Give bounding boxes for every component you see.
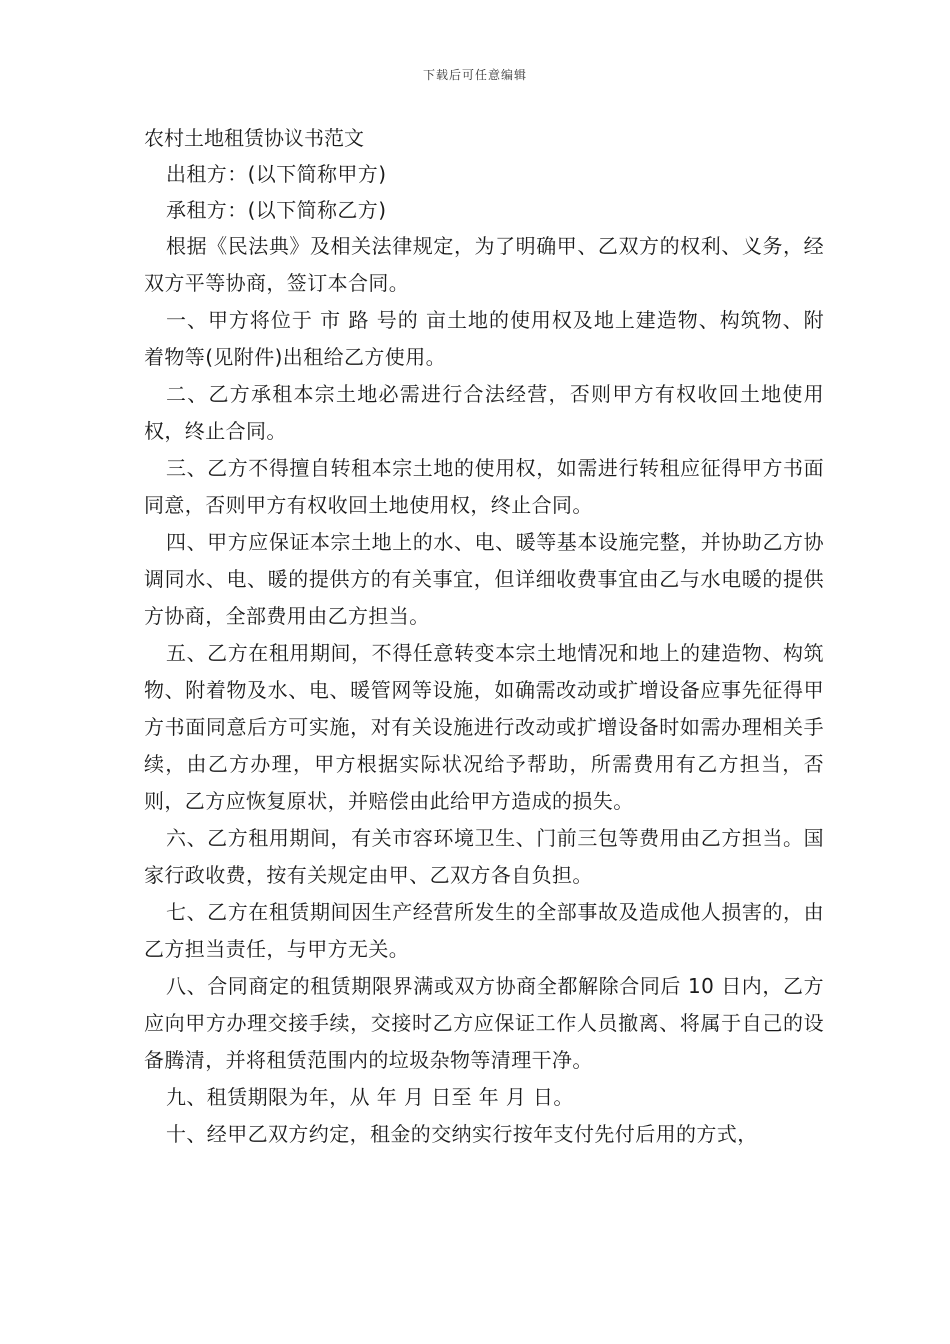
document-title: 农村土地租赁协议书范文	[144, 126, 364, 150]
clause-6: 六、乙方租用期间，有关市容环境卫生、门前三包等费用由乙方担当。国家行政收费，按有关规定由甲、乙双方各自负担。	[144, 826, 824, 887]
clause-4: 四、甲方应保证本宗土地上的水、电、暖等基本设施完整，并协助乙方协调同水、电、暖的提供方的有关事宜，但详细收费事宜由乙与水电暖的提供方协商，全部费用由乙方担当。	[144, 530, 824, 628]
clause-2: 二、乙方承租本宗土地必需进行合法经营，否则甲方有权收回土地使用权，终止合同。	[144, 382, 824, 443]
clause-8: 八、合同商定的租赁期限界满或双方协商全都解除合同后 10 日内，乙方应向甲方办理交接手续，交接时乙方应保证工作人员撤离、将属于自己的设备腾清，并将租赁范围内的垃圾杂物等清理干净。	[144, 974, 824, 1072]
document-body	[144, 120, 824, 1153]
clause-9: 九、租赁期限为年，从 年 月 日至 年 月 日。	[166, 1085, 574, 1109]
clause-1: 一、甲方将位于 市 路 号的 亩土地的使用权及地上建造物、构筑物、附着物等(见附件)出租给乙方使用。	[144, 308, 824, 369]
preamble-paragraph: 根据《民法典》及相关法律规定，为了明确甲、乙双方的权利、义务，经双方平等协商，签订本合同。	[144, 234, 824, 295]
clause-5: 五、乙方在租用期间，不得任意转变本宗土地情况和地上的建造物、构筑物、附着物及水、电、暖管网等设施，如确需改动或扩增设备应事先征得甲方书面同意后方可实施，对有关设施进行改动或扩增设备时如需办理相关手续，由乙方办理，甲方根据实际状况给予帮助，所需费用有乙方担当，否则，乙方应恢复原状，并赔偿由此给甲方造成的损失。	[144, 641, 824, 813]
clause-7: 七、乙方在租赁期间因生产经营所发生的全部事故及造成他人损害的，由乙方担当责任，与甲方无关。	[144, 900, 824, 961]
clause-10: 十、经甲乙双方约定，租金的交纳实行按年支付先付后用的方式，	[166, 1122, 758, 1146]
lessor-line: 出租方：(以下简称甲方)	[166, 162, 387, 186]
lessee-line: 承租方：(以下简称乙方)	[166, 198, 387, 222]
header-note: 下载后可任意编辑	[422, 68, 527, 82]
clause-3: 三、乙方不得擅自转租本宗土地的使用权，如需进行转租应征得甲方书面同意，否则甲方有权收回土地使用权，终止合同。	[144, 456, 824, 517]
